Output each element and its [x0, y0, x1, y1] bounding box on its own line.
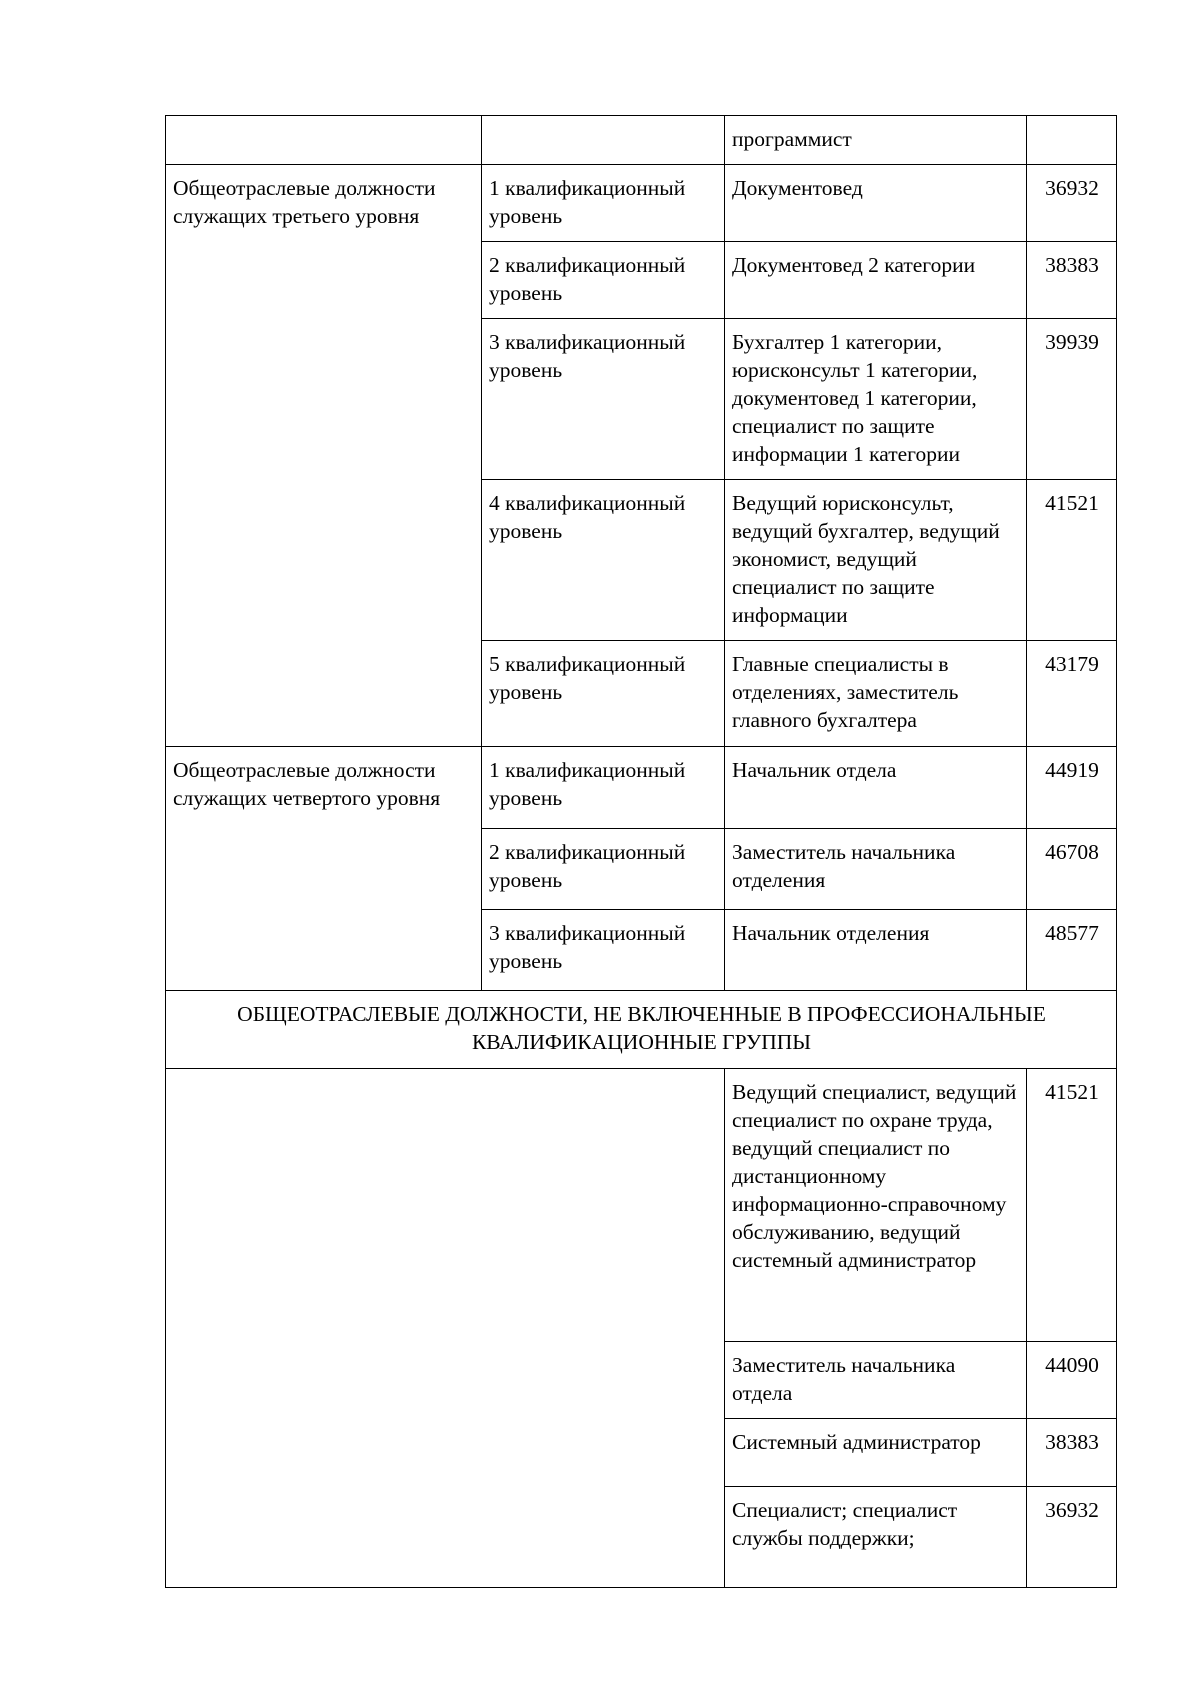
position-cell: Системный администратор — [725, 1419, 1027, 1487]
group-cell: Общеотраслевые должности служащих четвертого уровня — [166, 747, 482, 991]
position-cell: Заместитель начальника отделения — [725, 829, 1027, 910]
amount-cell — [1027, 116, 1117, 165]
table-row — [166, 747, 1117, 829]
table-row — [166, 165, 1117, 242]
level-cell: 4 квалификационный уровень — [482, 480, 725, 641]
position-cell: Заместитель начальника отдела — [725, 1342, 1027, 1419]
level-cell: 2 квалификационный уровень — [482, 829, 725, 910]
table-row — [166, 116, 1117, 165]
level-cell: 2 квалификационный уровень — [482, 242, 725, 319]
level-cell: 3 квалификационный уровень — [482, 319, 725, 480]
level-cell: 1 квалификационный уровень — [482, 747, 725, 829]
group-cell — [166, 116, 482, 165]
position-cell: Ведущий специалист, ведущий специалист по охране труда, ведущий специалист по дистанционному информационно-справочному обслуживанию, ведущий системный администратор — [725, 1069, 1027, 1342]
position-cell: Специалист; специалист службы поддержки; — [725, 1487, 1027, 1588]
position-cell: Начальник отделения — [725, 910, 1027, 991]
blank-cell — [166, 1069, 725, 1588]
level-cell: 1 квалификационный уровень — [482, 165, 725, 242]
amount-cell: 39939 — [1027, 319, 1117, 480]
amount-cell: 48577 — [1027, 910, 1117, 991]
table-row — [166, 1069, 1117, 1342]
amount-cell: 43179 — [1027, 641, 1117, 747]
position-cell: Документовед 2 категории — [725, 242, 1027, 319]
group-cell: Общеотраслевые должности служащих третьего уровня — [166, 165, 482, 747]
position-cell: Бухгалтер 1 категории, юрисконсульт 1 категории, документовед 1 категории, специалист по защите информации 1 категории — [725, 319, 1027, 480]
amount-cell: 46708 — [1027, 829, 1117, 910]
amount-cell: 41521 — [1027, 480, 1117, 641]
amount-cell: 44090 — [1027, 1342, 1117, 1419]
amount-cell: 41521 — [1027, 1069, 1117, 1342]
position-cell: Ведущий юрисконсульт, ведущий бухгалтер, ведущий экономист, ведущий специалист по защите информации — [725, 480, 1027, 641]
amount-cell: 36932 — [1027, 1487, 1117, 1588]
amount-cell: 36932 — [1027, 165, 1117, 242]
position-cell: Главные специалисты в отделениях, заместитель главного бухгалтера — [725, 641, 1027, 747]
section-heading: ОБЩЕОТРАСЛЕВЫЕ ДОЛЖНОСТИ, НЕ ВКЛЮЧЕННЫЕ В ПРОФЕССИОНАЛЬНЫЕ КВАЛИФИКАЦИОННЫЕ ГРУППЫ — [166, 991, 1117, 1069]
level-cell — [482, 116, 725, 165]
position-cell: Начальник отдела — [725, 747, 1027, 829]
position-cell: программист — [725, 116, 1027, 165]
amount-cell: 44919 — [1027, 747, 1117, 829]
level-cell: 3 квалификационный уровень — [482, 910, 725, 991]
amount-cell: 38383 — [1027, 1419, 1117, 1487]
level-cell: 5 квалификационный уровень — [482, 641, 725, 747]
salary-table — [165, 115, 1117, 1588]
amount-cell: 38383 — [1027, 242, 1117, 319]
section-row — [166, 991, 1117, 1069]
position-cell: Документовед — [725, 165, 1027, 242]
